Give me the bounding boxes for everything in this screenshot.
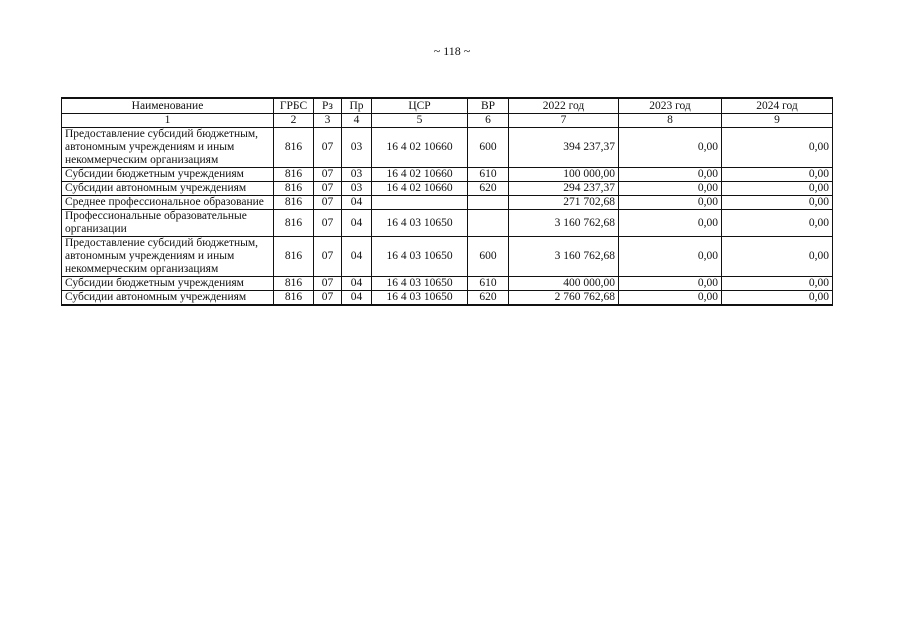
cell-grbs: 816	[274, 237, 314, 277]
cell-csr: 16 4 02 10660	[372, 182, 468, 196]
cell-2022: 3 160 762,68	[509, 237, 619, 277]
cell-pr: 04	[342, 237, 372, 277]
table-row	[62, 196, 833, 210]
cell-name: Среднее профессиональное образование	[62, 196, 274, 210]
cell-csr: 16 4 02 10660	[372, 128, 468, 168]
cell-2024: 0,00	[722, 277, 833, 291]
cell-rz: 07	[314, 196, 342, 210]
column-number: 5	[372, 114, 468, 128]
cell-vr: 610	[468, 168, 509, 182]
table-header-row	[62, 98, 833, 114]
cell-grbs: 816	[274, 128, 314, 168]
column-number: 4	[342, 114, 372, 128]
table-body	[62, 128, 833, 306]
cell-2023: 0,00	[619, 182, 722, 196]
column-number: 9	[722, 114, 833, 128]
cell-rz: 07	[314, 128, 342, 168]
cell-name: Предоставление субсидий бюджетным, автономным учреждениям и иным некоммерческим организациям	[62, 237, 274, 277]
column-number: 8	[619, 114, 722, 128]
cell-grbs: 816	[274, 291, 314, 306]
header-vr: ВР	[468, 98, 509, 114]
cell-pr: 04	[342, 210, 372, 237]
table-row	[62, 291, 833, 306]
cell-pr: 03	[342, 182, 372, 196]
cell-pr: 04	[342, 196, 372, 210]
cell-2023: 0,00	[619, 237, 722, 277]
table-row	[62, 237, 833, 277]
cell-csr: 16 4 02 10660	[372, 168, 468, 182]
cell-2022: 394 237,37	[509, 128, 619, 168]
cell-rz: 07	[314, 168, 342, 182]
cell-2024: 0,00	[722, 168, 833, 182]
cell-2022: 271 702,68	[509, 196, 619, 210]
cell-2023: 0,00	[619, 128, 722, 168]
cell-2023: 0,00	[619, 277, 722, 291]
cell-pr: 04	[342, 277, 372, 291]
cell-grbs: 816	[274, 210, 314, 237]
cell-vr: 600	[468, 128, 509, 168]
header-name: Наименование	[62, 98, 274, 114]
header-2024: 2024 год	[722, 98, 833, 114]
cell-csr: 16 4 03 10650	[372, 277, 468, 291]
cell-2022: 100 000,00	[509, 168, 619, 182]
table-row	[62, 182, 833, 196]
cell-vr	[468, 210, 509, 237]
cell-rz: 07	[314, 210, 342, 237]
cell-rz: 07	[314, 291, 342, 306]
cell-name: Предоставление субсидий бюджетным, автономным учреждениям и иным некоммерческим организациям	[62, 128, 274, 168]
cell-csr	[372, 196, 468, 210]
cell-2024: 0,00	[722, 291, 833, 306]
cell-2024: 0,00	[722, 237, 833, 277]
cell-grbs: 816	[274, 196, 314, 210]
cell-csr: 16 4 03 10650	[372, 291, 468, 306]
table-row	[62, 128, 833, 168]
cell-grbs: 816	[274, 168, 314, 182]
cell-2024: 0,00	[722, 128, 833, 168]
cell-2023: 0,00	[619, 210, 722, 237]
column-number: 1	[62, 114, 274, 128]
cell-csr: 16 4 03 10650	[372, 237, 468, 277]
cell-2024: 0,00	[722, 196, 833, 210]
table-row	[62, 168, 833, 182]
cell-name: Субсидии бюджетным учреждениям	[62, 168, 274, 182]
cell-name: Субсидии автономным учреждениям	[62, 291, 274, 306]
budget-table	[61, 97, 833, 306]
cell-2022: 3 160 762,68	[509, 210, 619, 237]
cell-2023: 0,00	[619, 196, 722, 210]
column-number: 6	[468, 114, 509, 128]
page-number: ~ 118 ~	[433, 44, 471, 58]
cell-csr: 16 4 03 10650	[372, 210, 468, 237]
cell-vr: 620	[468, 291, 509, 306]
column-number: 3	[314, 114, 342, 128]
cell-pr: 03	[342, 168, 372, 182]
cell-vr: 620	[468, 182, 509, 196]
cell-grbs: 816	[274, 277, 314, 291]
cell-2024: 0,00	[722, 182, 833, 196]
header-csr: ЦСР	[372, 98, 468, 114]
cell-name: Профессиональные образовательные организации	[62, 210, 274, 237]
header-pr: Пр	[342, 98, 372, 114]
cell-vr	[468, 196, 509, 210]
cell-2023: 0,00	[619, 168, 722, 182]
cell-rz: 07	[314, 277, 342, 291]
column-number: 7	[509, 114, 619, 128]
header-rz: Рз	[314, 98, 342, 114]
cell-rz: 07	[314, 182, 342, 196]
cell-2022: 294 237,37	[509, 182, 619, 196]
cell-grbs: 816	[274, 182, 314, 196]
column-number: 2	[274, 114, 314, 128]
cell-pr: 03	[342, 128, 372, 168]
cell-vr: 610	[468, 277, 509, 291]
cell-2023: 0,00	[619, 291, 722, 306]
cell-2024: 0,00	[722, 210, 833, 237]
cell-name: Субсидии автономным учреждениям	[62, 182, 274, 196]
header-grbs: ГРБС	[274, 98, 314, 114]
cell-name: Субсидии бюджетным учреждениям	[62, 277, 274, 291]
cell-2022: 2 760 762,68	[509, 291, 619, 306]
cell-2022: 400 000,00	[509, 277, 619, 291]
cell-vr: 600	[468, 237, 509, 277]
header-2023: 2023 год	[619, 98, 722, 114]
table-row	[62, 210, 833, 237]
cell-pr: 04	[342, 291, 372, 306]
table-row	[62, 277, 833, 291]
column-number-row	[62, 114, 833, 128]
header-2022: 2022 год	[509, 98, 619, 114]
cell-rz: 07	[314, 237, 342, 277]
